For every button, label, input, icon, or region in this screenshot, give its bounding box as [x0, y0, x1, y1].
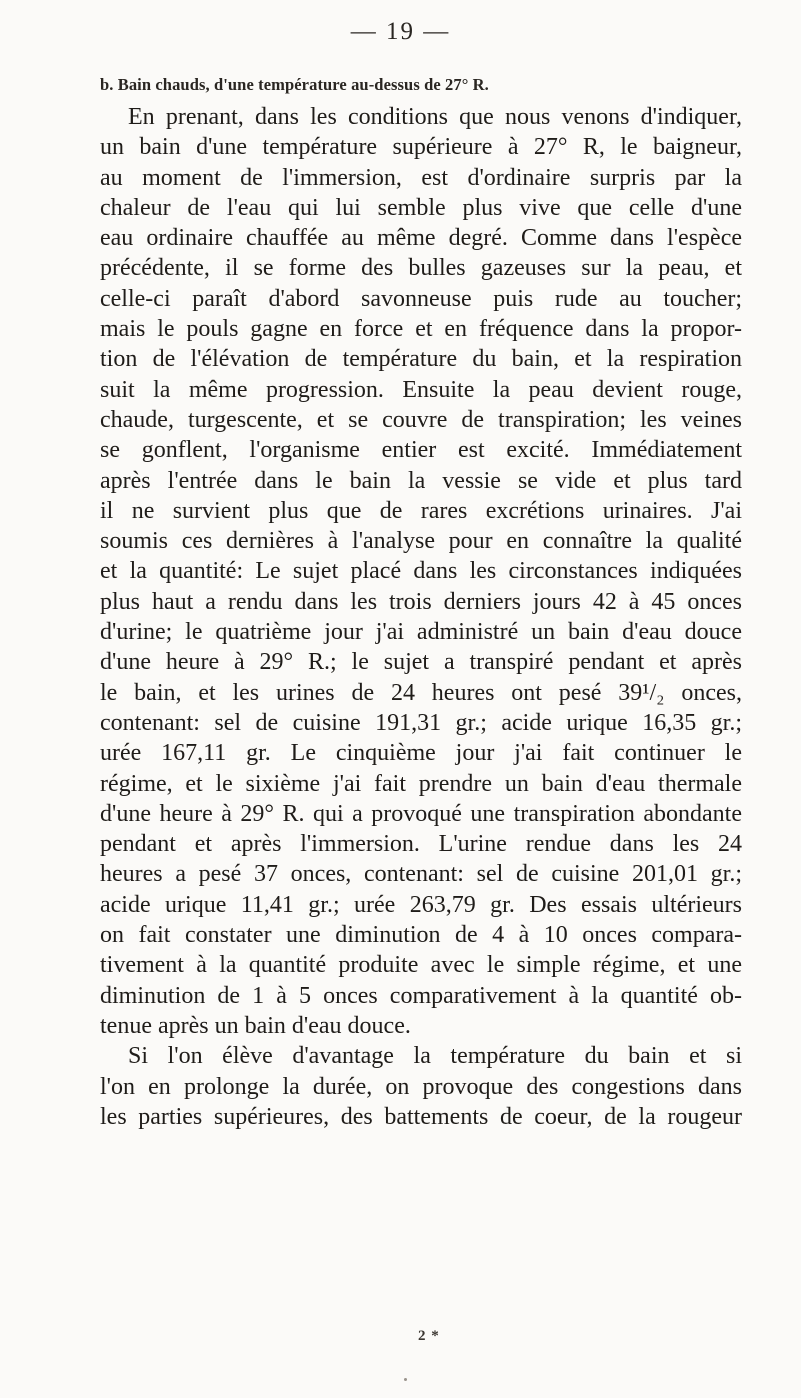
text-line: les parties supérieures, des battements de coeur, de la rougeur: [100, 1103, 742, 1130]
text-line: précédente, il se forme des bulles gazeuses sur la peau, et: [100, 255, 742, 282]
text-line: se gonflent, l'organisme entier est excité. Immédiatement: [100, 437, 742, 464]
text-line: eau ordinaire chauffée au même degré. Comme dans l'espèce: [100, 225, 742, 252]
text-line: le bain, et les urines de 24 heures ont pesé 39¹/₂ onces,: [100, 679, 742, 706]
text-line: pendant et après l'immersion. L'urine rendue dans les 24: [100, 831, 742, 858]
text-line: d'une heure à 29° R. qui a provoqué une transpiration abondante: [100, 800, 742, 827]
text-line: d'une heure à 29° R.; le sujet a transpiré pendant et après: [100, 649, 742, 676]
text-line: tivement à la quantité produite avec le simple régime, et une: [100, 952, 742, 979]
text-line: au moment de l'immersion, est d'ordinaire surpris par la: [100, 164, 742, 191]
body-text: [100, 102, 742, 1132]
text-line: mais le pouls gagne en force et en fréquence dans la propor-: [100, 316, 742, 343]
text-line: urée 167,11 gr. Le cinquième jour j'ai fait continuer le: [100, 740, 742, 767]
text-line: suit la même progression. Ensuite la peau devient rouge,: [100, 376, 742, 403]
text-line: et la quantité: Le sujet placé dans les circonstances indiquées: [100, 558, 742, 585]
text-line: diminution de 1 à 5 onces comparativement à la quantité ob-: [100, 982, 742, 1009]
text-line: après l'entrée dans le bain la vessie se vide et plus tard: [100, 467, 742, 494]
text-line: on fait constater une diminution de 4 à 10 onces compara-: [100, 922, 742, 949]
text-line: tion de l'élévation de température du bain, et la respiration: [100, 346, 742, 373]
text-line: heures a pesé 37 onces, contenant: sel de cuisine 201,01 gr.;: [100, 861, 742, 888]
text-line: tenue après un bain d'eau douce.: [100, 1012, 411, 1039]
text-line: En prenant, dans les conditions que nous venons d'indiquer,: [128, 104, 742, 130]
section-heading: b. Bain chauds, d'une température au-dessus de 27° R.: [100, 75, 489, 94]
page-number: — 19 —: [350, 18, 451, 45]
text-line: soumis ces dernières à l'analyse pour en connaître la qualité: [100, 528, 742, 555]
text-line: plus haut a rendu dans les trois derniers jours 42 à 45 onces: [100, 588, 742, 615]
text-line: contenant: sel de cuisine 191,31 gr.; acide urique 16,35 gr.;: [100, 709, 742, 736]
text-line: d'urine; le quatrième jour j'ai administré un bain d'eau douce: [100, 619, 742, 646]
text-line: chaude, turgescente, et se couvre de transpiration; les veines: [100, 406, 742, 433]
text-line: chaleur de l'eau qui lui semble plus vive que celle d'une: [100, 194, 742, 221]
paper-speck: [404, 1378, 407, 1381]
text-line: acide urique 11,41 gr.; urée 263,79 gr. Des essais ultérieurs: [100, 891, 742, 918]
text-line: celle-ci paraît d'abord savonneuse puis rude au toucher;: [100, 285, 742, 312]
text-line: Si l'on élève d'avantage la température du bain et si: [128, 1043, 742, 1070]
text-line: régime, et le sixième j'ai fait prendre un bain d'eau thermale: [100, 770, 742, 797]
text-line: un bain d'une température supérieure à 27° R, le baigneur,: [100, 134, 742, 161]
text-line: l'on en prolonge la durée, on provoque des congestions dans: [100, 1073, 742, 1100]
text-line: il ne survient plus que de rares excrétions urinaires. J'ai: [100, 497, 742, 524]
signature-mark: 2 *: [418, 1328, 440, 1344]
